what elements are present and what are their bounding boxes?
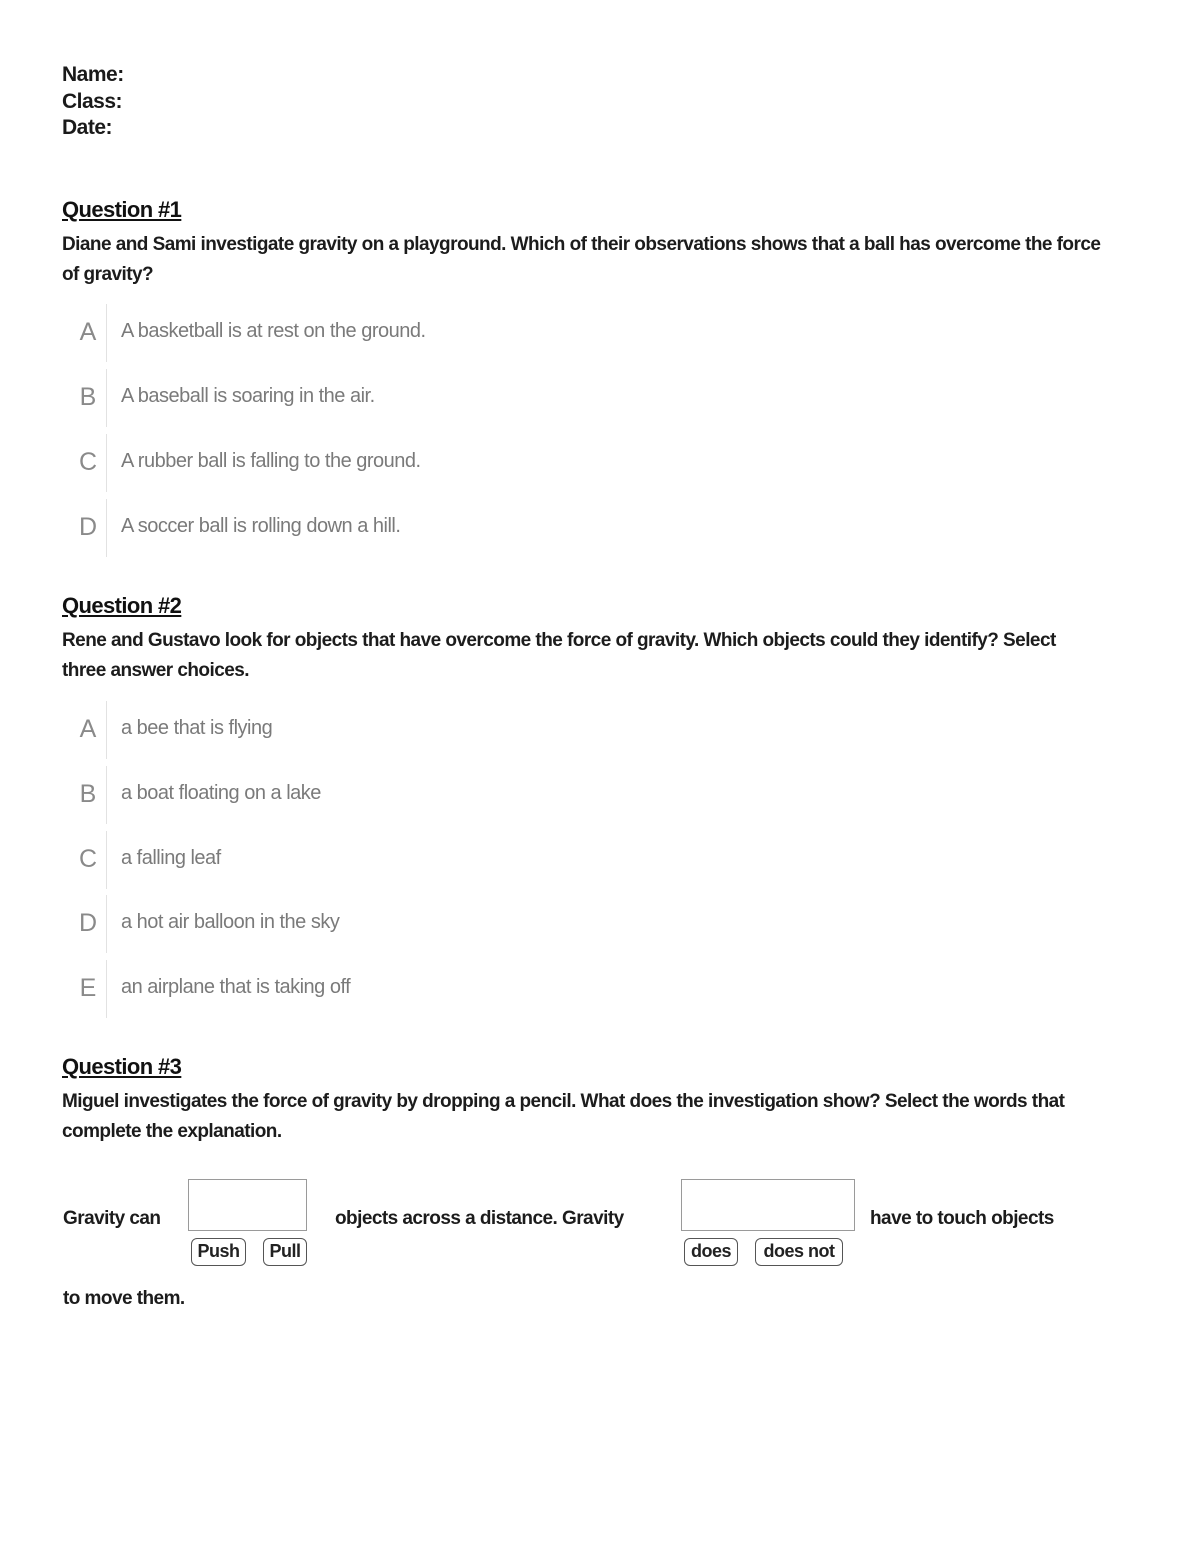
question-1-title: Question #1	[62, 197, 182, 222]
choice-letter: C	[78, 845, 98, 873]
class-label: Class:	[62, 89, 123, 113]
choice-letter: D	[78, 909, 98, 937]
choice-letter: C	[78, 448, 98, 476]
name-label: Name:	[62, 63, 124, 86]
blank-1-dropzone[interactable]	[188, 1179, 307, 1231]
choice-divider	[106, 701, 107, 759]
cloze-text-part-2: objects across a distance. Gravity	[335, 1208, 624, 1229]
date-label: Date:	[62, 116, 113, 139]
question-1-choice-b[interactable]	[62, 369, 962, 427]
choice-text: A basketball is at rest on the ground.	[121, 320, 426, 342]
question-2-choice-e[interactable]	[62, 960, 962, 1018]
question-3-prompt: Miguel investigates the force of gravity by dropping a pencil. What does the investigation show? Select the words that complete the explanation.	[62, 1091, 1065, 1142]
choice-divider	[106, 369, 107, 427]
choice-letter: A	[79, 318, 97, 346]
cloze-text-part-1: Gravity can	[63, 1208, 161, 1229]
question-2-choice-d[interactable]	[62, 895, 962, 953]
choice-letter: B	[79, 780, 97, 808]
choice-letter: A	[79, 715, 97, 743]
question-2-title: Question #2	[62, 593, 182, 618]
choice-divider	[106, 499, 107, 557]
blank-2-dropzone[interactable]	[681, 1179, 855, 1231]
choice-text: a falling leaf	[121, 847, 221, 869]
question-2-prompt: Rene and Gustavo look for objects that have overcome the force of gravity. Which objects could they identify? Select three answer choices.	[62, 630, 1056, 681]
choice-text: an airplane that is taking off	[121, 976, 351, 998]
option-does-not-button[interactable]: does not	[755, 1238, 843, 1266]
choice-divider	[106, 831, 107, 889]
option-push-button[interactable]: Push	[191, 1238, 246, 1266]
choice-text: a hot air balloon in the sky	[121, 911, 340, 933]
question-2-choice-c[interactable]	[62, 831, 962, 889]
choice-text: A soccer ball is rolling down a hill.	[121, 515, 401, 537]
choice-text: a bee that is flying	[121, 717, 273, 739]
choice-text: A rubber ball is falling to the ground.	[121, 450, 421, 472]
question-1-prompt: Diane and Sami investigate gravity on a playground. Which of their observations shows that a ball has overcome the force of gravity?	[62, 234, 1101, 285]
choice-letter: D	[78, 513, 98, 541]
question-1-choice-a[interactable]	[62, 304, 962, 362]
option-pull-button[interactable]: Pull	[263, 1238, 307, 1266]
choice-text: a boat floating on a lake	[121, 782, 321, 804]
student-info-header	[62, 62, 124, 142]
cloze-text-part-4: to move them.	[63, 1288, 185, 1309]
choice-divider	[106, 766, 107, 824]
question-2-choice-b[interactable]	[62, 766, 962, 824]
option-does-button[interactable]: does	[684, 1238, 738, 1266]
choice-text: A baseball is soaring in the air.	[121, 385, 375, 407]
cloze-text-part-3: have to touch objects	[870, 1208, 1054, 1229]
question-2-choice-a[interactable]	[62, 701, 962, 759]
choice-divider	[106, 434, 107, 492]
question-3-title: Question #3	[62, 1054, 182, 1079]
choice-divider	[106, 960, 107, 1018]
question-1-choice-c[interactable]	[62, 434, 962, 492]
question-1-choice-d[interactable]	[62, 499, 962, 557]
choice-divider	[106, 895, 107, 953]
choice-divider	[106, 304, 107, 362]
choice-letter: B	[79, 383, 97, 411]
choice-letter: E	[79, 974, 97, 1002]
